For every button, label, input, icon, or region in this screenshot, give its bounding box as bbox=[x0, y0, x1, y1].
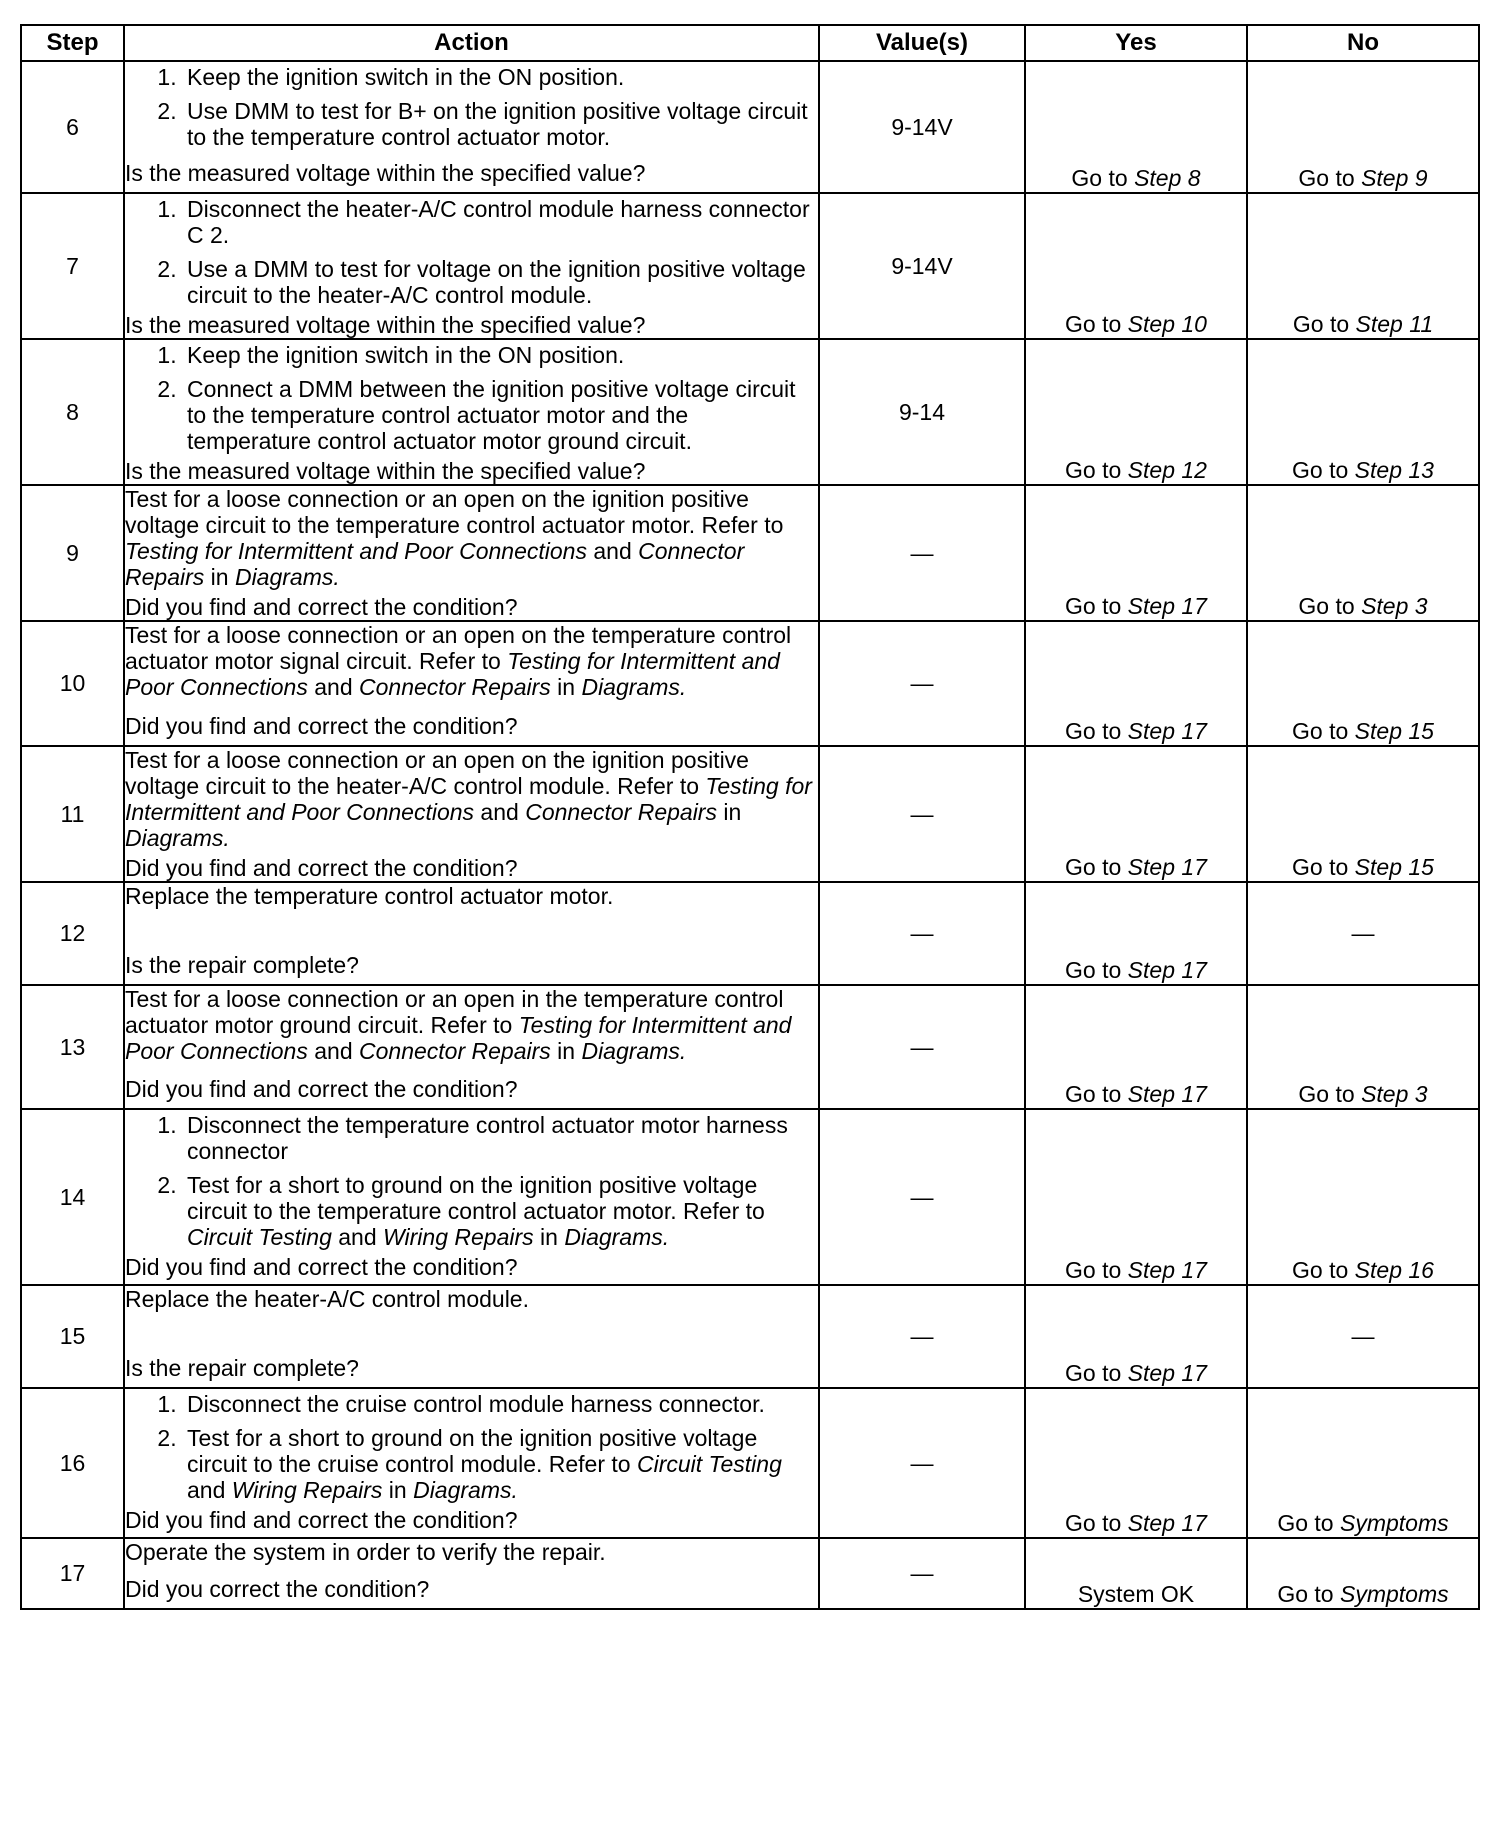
italic-reference: Circuit Testing bbox=[636, 1451, 782, 1477]
step-number: 10 bbox=[21, 621, 124, 746]
step-number: 14 bbox=[21, 1109, 124, 1285]
action-content bbox=[125, 1286, 818, 1381]
step-number: 16 bbox=[21, 1388, 124, 1538]
yes-go-to-label: Go to bbox=[1065, 457, 1122, 483]
action-cell bbox=[124, 1388, 819, 1538]
no-target: Step 15 bbox=[1354, 854, 1434, 880]
action-steps-list bbox=[125, 64, 818, 150]
yes-go-to-label: Go to bbox=[1065, 1510, 1122, 1536]
action-instructions bbox=[125, 1389, 818, 1503]
yes-go-to-label: Go to bbox=[1065, 1257, 1122, 1283]
no-result: — bbox=[1351, 1323, 1375, 1349]
action-instructions bbox=[125, 194, 818, 308]
yes-target: Step 8 bbox=[1134, 165, 1201, 191]
action-cell bbox=[124, 193, 819, 339]
diagnostic-table bbox=[20, 24, 1480, 1610]
step-number: 13 bbox=[21, 985, 124, 1109]
action-content bbox=[125, 1539, 818, 1602]
yes-target: Step 17 bbox=[1127, 1081, 1207, 1107]
yes-go-to-label: Go to bbox=[1065, 1360, 1122, 1386]
yes-target: Step 17 bbox=[1127, 718, 1207, 744]
value-cell: — bbox=[819, 485, 1025, 621]
action-cell bbox=[124, 61, 819, 193]
text-segment: Disconnect the temperature control actuator motor harness connector bbox=[187, 1112, 788, 1164]
no-target: Step 16 bbox=[1354, 1257, 1434, 1283]
italic-reference: Wiring Repairs bbox=[231, 1477, 383, 1503]
action-step-item bbox=[183, 64, 818, 90]
header-action: Action bbox=[124, 25, 819, 61]
no-cell bbox=[1247, 1285, 1479, 1388]
header-step: Step bbox=[21, 25, 124, 61]
italic-reference: Diagrams. bbox=[125, 825, 230, 851]
text-segment: Connect a DMM between the ignition positive voltage circuit to the temperature control actuator motor and the temperature control actuator motor ground circuit. bbox=[187, 376, 796, 454]
action-instructions bbox=[125, 622, 818, 700]
value-cell: — bbox=[819, 1109, 1025, 1285]
yes-cell bbox=[1025, 61, 1247, 193]
italic-reference: Connector Repairs bbox=[125, 538, 745, 590]
italic-reference: Testing for Intermittent and Poor Connections bbox=[125, 648, 780, 700]
action-paragraph bbox=[125, 622, 818, 700]
action-content bbox=[125, 194, 818, 338]
italic-reference: Diagrams. bbox=[413, 1477, 518, 1503]
no-go-to-label: Go to bbox=[1292, 718, 1349, 744]
table-row bbox=[21, 621, 1479, 746]
no-cell bbox=[1247, 485, 1479, 621]
text-segment: Test for a loose connection or an open on the ignition positive voltage circuit to the temperature control actuator motor. Refer to bbox=[125, 486, 784, 538]
action-instructions bbox=[125, 883, 818, 909]
action-content bbox=[125, 883, 818, 978]
no-go-to-label: Go to bbox=[1292, 854, 1349, 880]
action-question: Is the repair complete? bbox=[125, 1355, 359, 1381]
action-question: Did you find and correct the condition? bbox=[125, 1507, 518, 1533]
no-target: Step 9 bbox=[1361, 165, 1428, 191]
action-cell bbox=[124, 1538, 819, 1609]
yes-target: Step 12 bbox=[1127, 457, 1207, 483]
action-paragraph bbox=[125, 1286, 818, 1312]
step-number: 15 bbox=[21, 1285, 124, 1388]
table-body bbox=[21, 61, 1479, 1609]
action-steps-list bbox=[125, 196, 818, 308]
action-step-item bbox=[183, 256, 818, 308]
action-step-item bbox=[183, 1391, 818, 1417]
table-row bbox=[21, 61, 1479, 193]
step-number: 12 bbox=[21, 882, 124, 985]
action-step-item bbox=[183, 376, 818, 454]
action-instructions bbox=[125, 747, 818, 851]
yes-go-to-label: Go to bbox=[1065, 593, 1122, 619]
yes-target: Step 17 bbox=[1127, 1510, 1207, 1536]
text-segment: Keep the ignition switch in the ON position. bbox=[187, 64, 625, 90]
header-row bbox=[21, 25, 1479, 61]
action-content bbox=[125, 986, 818, 1102]
step-number: 7 bbox=[21, 193, 124, 339]
yes-target: Step 17 bbox=[1127, 1360, 1207, 1386]
no-target: Step 11 bbox=[1355, 311, 1434, 337]
action-content bbox=[125, 747, 818, 881]
yes-go-to-label: Go to bbox=[1065, 718, 1122, 744]
action-cell bbox=[124, 882, 819, 985]
yes-cell bbox=[1025, 621, 1247, 746]
text-segment: Test for a loose connection or an open in the temperature control actuator motor ground circuit. Refer to bbox=[125, 986, 784, 1038]
yes-cell bbox=[1025, 1285, 1247, 1388]
text-segment: Operate the system in order to verify the repair. bbox=[125, 1539, 606, 1565]
table-row bbox=[21, 339, 1479, 485]
text-segment: in bbox=[382, 1477, 414, 1503]
italic-reference: Diagrams. bbox=[234, 564, 340, 590]
yes-go-to-label: Go to bbox=[1065, 311, 1122, 337]
action-paragraph bbox=[125, 883, 818, 909]
action-instructions bbox=[125, 486, 818, 590]
no-target: Step 15 bbox=[1354, 718, 1434, 744]
no-result: — bbox=[1351, 920, 1375, 946]
no-target: Step 13 bbox=[1354, 457, 1434, 483]
action-content bbox=[125, 62, 818, 186]
action-question: Is the measured voltage within the specified value? bbox=[125, 160, 646, 186]
action-question: Did you find and correct the condition? bbox=[125, 713, 518, 739]
header-yes: Yes bbox=[1025, 25, 1247, 61]
step-number: 17 bbox=[21, 1538, 124, 1609]
no-go-to-label: Go to bbox=[1298, 1081, 1355, 1107]
italic-reference: Diagrams. bbox=[581, 674, 687, 700]
table-row bbox=[21, 746, 1479, 882]
text-segment: Test for a loose connection or an open on the ignition positive voltage circuit to the heater-A/C control module. Refer to bbox=[125, 747, 749, 799]
action-question: Is the measured voltage within the specified value? bbox=[125, 458, 646, 484]
yes-target: Step 17 bbox=[1127, 957, 1207, 983]
text-segment: and bbox=[307, 674, 359, 700]
text-segment: Disconnect the cruise control module harness connector. bbox=[187, 1391, 765, 1417]
action-question: Did you find and correct the condition? bbox=[125, 1254, 518, 1280]
no-target: Step 3 bbox=[1361, 593, 1428, 619]
yes-target: Step 17 bbox=[1127, 1257, 1207, 1283]
table-row bbox=[21, 485, 1479, 621]
no-go-to-label: Go to bbox=[1292, 1257, 1349, 1283]
action-cell bbox=[124, 1285, 819, 1388]
yes-go-to-label: Go to bbox=[1065, 854, 1122, 880]
italic-reference: Testing for Intermittent and Poor Connections bbox=[125, 1012, 792, 1064]
italic-reference: Wiring Repairs bbox=[383, 1224, 534, 1250]
step-number: 11 bbox=[21, 746, 124, 882]
text-segment: Replace the heater-A/C control module. bbox=[125, 1286, 529, 1312]
text-segment: and bbox=[586, 538, 639, 564]
italic-reference: Connector Repairs bbox=[359, 1038, 551, 1064]
no-go-to-label: Go to bbox=[1292, 311, 1350, 337]
no-target: Symptoms bbox=[1340, 1510, 1449, 1536]
action-question: Is the measured voltage within the specified value? bbox=[125, 312, 646, 338]
action-content bbox=[125, 1389, 818, 1533]
action-question: Did you find and correct the condition? bbox=[125, 855, 518, 881]
action-step-item bbox=[183, 1425, 818, 1503]
no-go-to-label: Go to bbox=[1298, 593, 1355, 619]
action-instructions bbox=[125, 1110, 818, 1250]
action-cell bbox=[124, 1109, 819, 1285]
action-question: Did you correct the condition? bbox=[125, 1576, 430, 1602]
text-segment: Use a DMM to test for voltage on the ignition positive voltage circuit to the heater-A/C control module. bbox=[187, 256, 806, 308]
text-segment: Test for a short to ground on the ignition positive voltage circuit to the temperature control actuator motor. Refer to bbox=[187, 1172, 765, 1224]
no-target: Symptoms bbox=[1340, 1581, 1449, 1607]
action-instructions bbox=[125, 340, 818, 454]
no-cell bbox=[1247, 985, 1479, 1109]
yes-cell bbox=[1025, 485, 1247, 621]
value-cell: — bbox=[819, 1388, 1025, 1538]
no-target: Step 3 bbox=[1361, 1081, 1428, 1107]
header-values: Value(s) bbox=[819, 25, 1025, 61]
table-row bbox=[21, 882, 1479, 985]
action-step-item bbox=[183, 98, 818, 150]
no-cell bbox=[1247, 882, 1479, 985]
value-cell: — bbox=[819, 1538, 1025, 1609]
text-segment: in bbox=[550, 1038, 582, 1064]
text-segment: Replace the temperature control actuator motor. bbox=[125, 883, 614, 909]
value-cell: 9-14V bbox=[819, 61, 1025, 193]
action-step-item bbox=[183, 1172, 818, 1250]
step-number: 9 bbox=[21, 485, 124, 621]
yes-cell bbox=[1025, 1538, 1247, 1609]
italic-reference: Testing for Intermittent and Poor Connections bbox=[125, 538, 587, 564]
text-segment: in bbox=[550, 674, 582, 700]
no-cell bbox=[1247, 1388, 1479, 1538]
action-content bbox=[125, 622, 818, 739]
action-steps-list bbox=[125, 1391, 818, 1503]
action-instructions bbox=[125, 986, 818, 1064]
no-cell bbox=[1247, 621, 1479, 746]
action-content bbox=[125, 1110, 818, 1280]
action-instructions bbox=[125, 1286, 818, 1312]
action-cell bbox=[124, 746, 819, 882]
no-cell bbox=[1247, 746, 1479, 882]
action-step-item bbox=[183, 196, 818, 248]
action-steps-list bbox=[125, 342, 818, 454]
action-paragraph bbox=[125, 986, 818, 1064]
italic-reference: Diagrams. bbox=[581, 1038, 687, 1064]
no-go-to-label: Go to bbox=[1277, 1510, 1334, 1536]
action-instructions bbox=[125, 1539, 818, 1565]
yes-cell bbox=[1025, 882, 1247, 985]
yes-cell bbox=[1025, 1388, 1247, 1538]
action-cell bbox=[124, 985, 819, 1109]
no-cell bbox=[1247, 1538, 1479, 1609]
value-cell: — bbox=[819, 882, 1025, 985]
action-question: Did you find and correct the condition? bbox=[125, 594, 518, 620]
table-row bbox=[21, 1285, 1479, 1388]
no-cell bbox=[1247, 1109, 1479, 1285]
yes-go-to-label: Go to bbox=[1065, 957, 1122, 983]
no-cell bbox=[1247, 61, 1479, 193]
table-row bbox=[21, 193, 1479, 339]
action-paragraph bbox=[125, 486, 818, 590]
action-cell bbox=[124, 621, 819, 746]
no-cell bbox=[1247, 339, 1479, 485]
text-segment: and bbox=[331, 1224, 384, 1250]
value-cell: — bbox=[819, 1285, 1025, 1388]
action-question: Is the repair complete? bbox=[125, 952, 359, 978]
italic-reference: Connector Repairs bbox=[525, 799, 717, 825]
table-row bbox=[21, 1388, 1479, 1538]
value-cell: — bbox=[819, 985, 1025, 1109]
text-segment: in bbox=[716, 799, 742, 825]
text-segment: in bbox=[533, 1224, 565, 1250]
yes-go-to-label: Go to bbox=[1071, 165, 1128, 191]
step-number: 6 bbox=[21, 61, 124, 193]
action-step-item bbox=[183, 1112, 818, 1164]
yes-cell bbox=[1025, 746, 1247, 882]
action-question: Did you find and correct the condition? bbox=[125, 1076, 518, 1102]
table-row bbox=[21, 1538, 1479, 1609]
italic-reference: Connector Repairs bbox=[359, 674, 551, 700]
text-segment: Use DMM to test for B+ on the ignition positive voltage circuit to the temperature control actuator motor. bbox=[187, 98, 808, 150]
no-go-to-label: Go to bbox=[1277, 1581, 1334, 1607]
no-go-to-label: Go to bbox=[1298, 165, 1355, 191]
value-cell: — bbox=[819, 746, 1025, 882]
action-cell bbox=[124, 485, 819, 621]
header-no: No bbox=[1247, 25, 1479, 61]
action-steps-list bbox=[125, 1112, 818, 1250]
no-go-to-label: Go to bbox=[1292, 457, 1349, 483]
action-instructions bbox=[125, 62, 818, 150]
action-cell bbox=[124, 339, 819, 485]
text-segment: Test for a loose connection or an open on the temperature control actuator motor signal circuit. Refer to bbox=[125, 622, 792, 674]
action-content bbox=[125, 486, 818, 620]
step-number: 8 bbox=[21, 339, 124, 485]
no-cell bbox=[1247, 193, 1479, 339]
table-row bbox=[21, 985, 1479, 1109]
text-segment: Keep the ignition switch in the ON position. bbox=[187, 342, 625, 368]
italic-reference: Testing for Intermittent and Poor Connections bbox=[125, 773, 812, 825]
text-segment: Disconnect the heater-A/C control module harness connector C 2. bbox=[187, 196, 810, 248]
value-cell: — bbox=[819, 621, 1025, 746]
yes-target: Step 17 bbox=[1127, 854, 1207, 880]
yes-cell bbox=[1025, 985, 1247, 1109]
yes-target: Step 17 bbox=[1127, 593, 1207, 619]
yes-cell bbox=[1025, 193, 1247, 339]
text-segment: and bbox=[474, 799, 526, 825]
yes-cell bbox=[1025, 1109, 1247, 1285]
text-segment: in bbox=[204, 564, 235, 590]
italic-reference: Circuit Testing bbox=[187, 1224, 332, 1250]
action-paragraph bbox=[125, 747, 818, 851]
italic-reference: Diagrams. bbox=[564, 1224, 670, 1250]
yes-result: System OK bbox=[1077, 1581, 1195, 1607]
action-content bbox=[125, 340, 818, 484]
table-row bbox=[21, 1109, 1479, 1285]
text-segment: and bbox=[307, 1038, 359, 1064]
yes-cell bbox=[1025, 339, 1247, 485]
text-segment: Test for a short to ground on the ignition positive voltage circuit to the cruise control module. Refer to bbox=[187, 1425, 758, 1477]
text-segment: and bbox=[187, 1477, 232, 1503]
yes-go-to-label: Go to bbox=[1065, 1081, 1122, 1107]
action-step-item bbox=[183, 342, 818, 368]
yes-target: Step 10 bbox=[1127, 311, 1207, 337]
value-cell: 9-14V bbox=[819, 193, 1025, 339]
value-cell: 9-14 bbox=[819, 339, 1025, 485]
action-paragraph bbox=[125, 1539, 818, 1565]
